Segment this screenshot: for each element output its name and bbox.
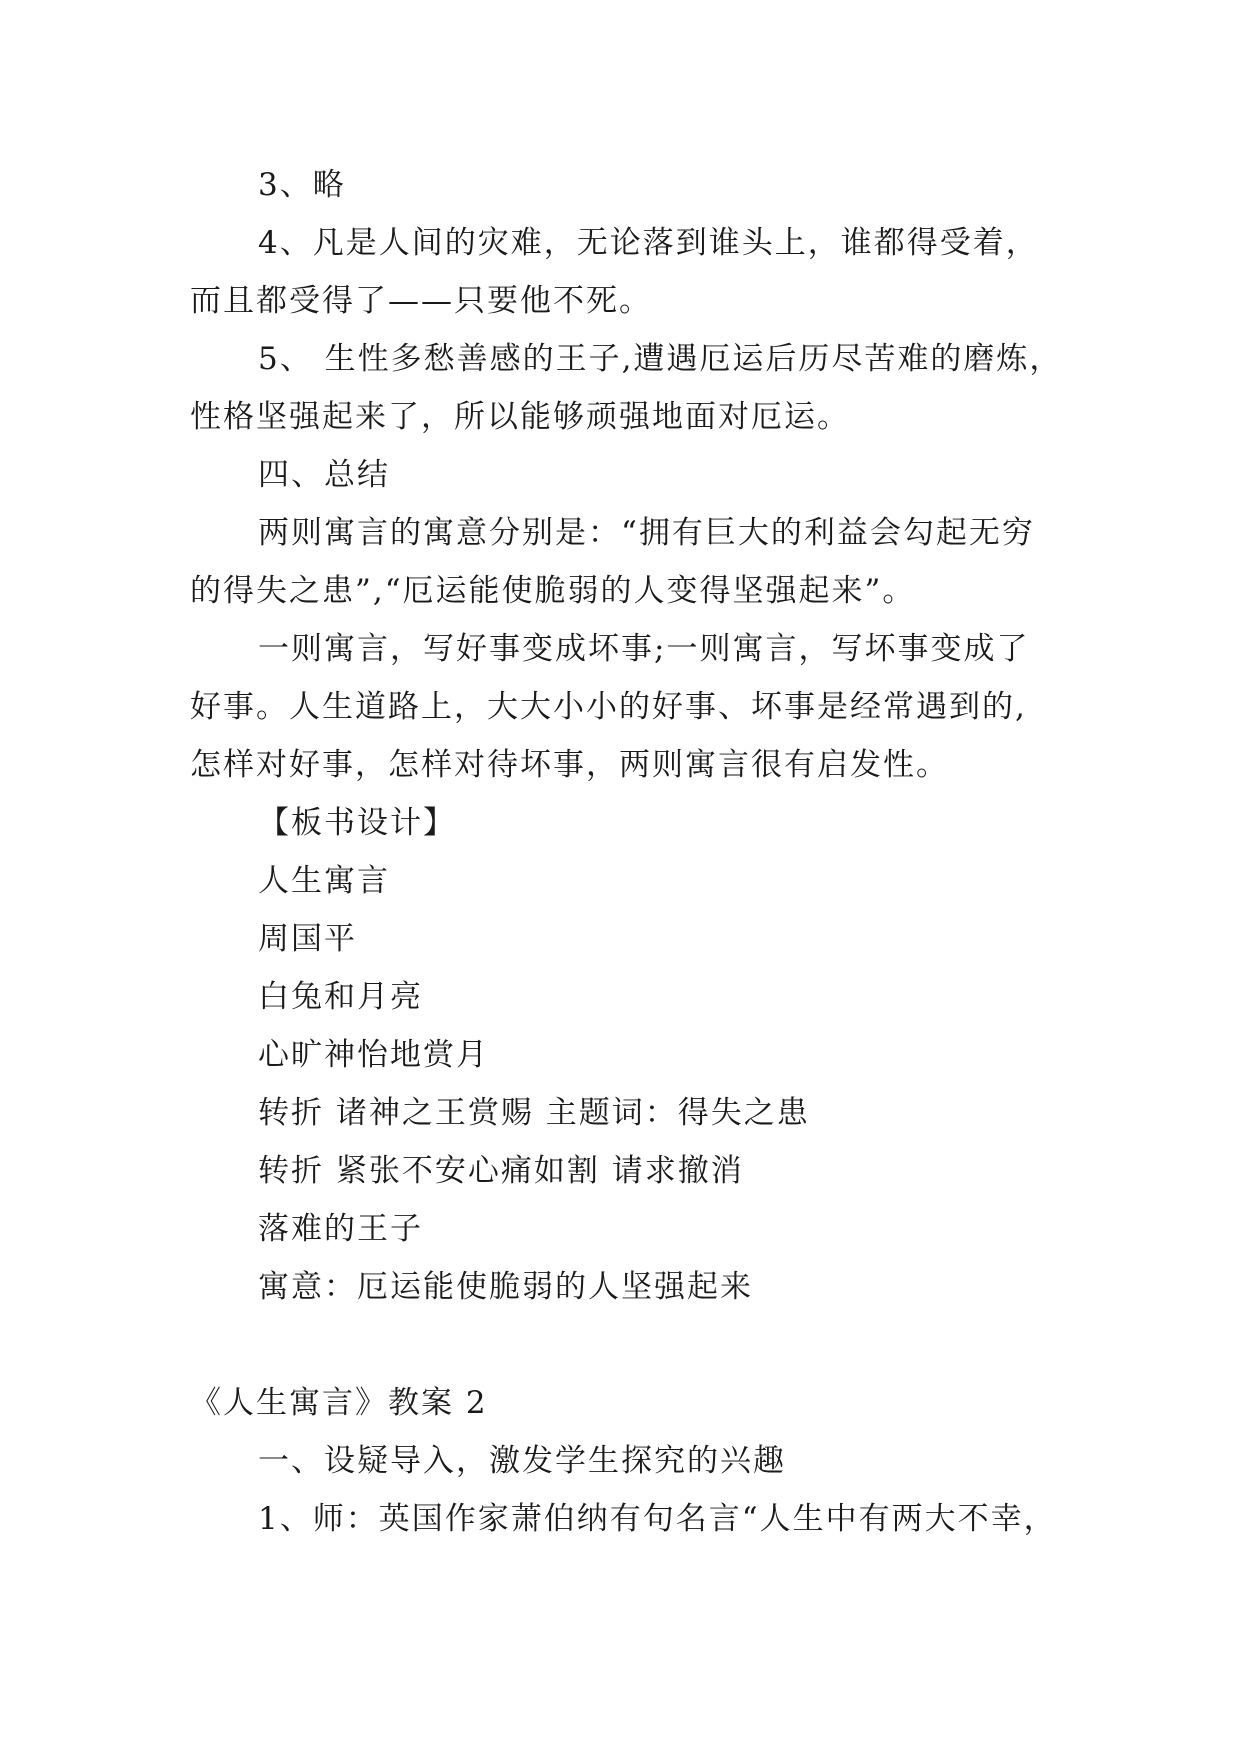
text-line: 好事。人生道路上，大大小小的好事、坏事是经常遇到的, (190, 689, 1027, 725)
board-line: 白兔和月亮 (258, 979, 423, 1015)
text-line: 一则寓言，写好事变成坏事;一则寓言，写坏事变成了 (258, 631, 1030, 667)
text-line: 怎样对好事，怎样对待坏事，两则寓言很有启发性。 (190, 747, 949, 783)
section-heading: 一、设疑导入，激发学生探究的兴趣 (258, 1443, 786, 1479)
document-title: 《人生寓言》教案 2 (190, 1385, 488, 1421)
board-line: 落难的王子 (258, 1211, 423, 1247)
board-line: 转折 紧张不安心痛如割 请求撤消 (258, 1153, 744, 1189)
text-line: 的得失之患”,“厄运能使脆弱的人变得坚强起来”。 (190, 573, 916, 609)
board-line: 周国平 (258, 921, 357, 957)
text-line: 性格坚强起来了，所以能够顽强地面对厄运。 (190, 399, 850, 435)
text-line: 5、 生性多愁善感的王子,遭遇厄运后历尽苦难的磨炼， (258, 341, 1063, 377)
board-line: 心旷神怡地赏月 (258, 1037, 489, 1073)
section-heading: 【板书设计】 (258, 805, 456, 841)
text-line: 3、略 (258, 167, 346, 203)
board-line: 转折 诸神之王赏赐 主题词：得失之患 (258, 1095, 810, 1131)
board-line: 寓意：厄运能使脆弱的人坚强起来 (258, 1269, 753, 1305)
text-line: 4、凡是人间的灾难，无论落到谁头上，谁都得受着， (258, 225, 1039, 261)
text-line: 1、师：英国作家萧伯纳有句名言“人生中有两大不幸， (258, 1501, 1057, 1537)
text-line: 而且都受得了——只要他不死。 (190, 283, 652, 319)
board-line: 人生寓言 (258, 863, 390, 899)
section-heading: 四、总结 (258, 457, 390, 493)
text-line: 两则寓言的寓意分别是：“拥有巨大的利益会勾起无穷 (258, 515, 1035, 551)
